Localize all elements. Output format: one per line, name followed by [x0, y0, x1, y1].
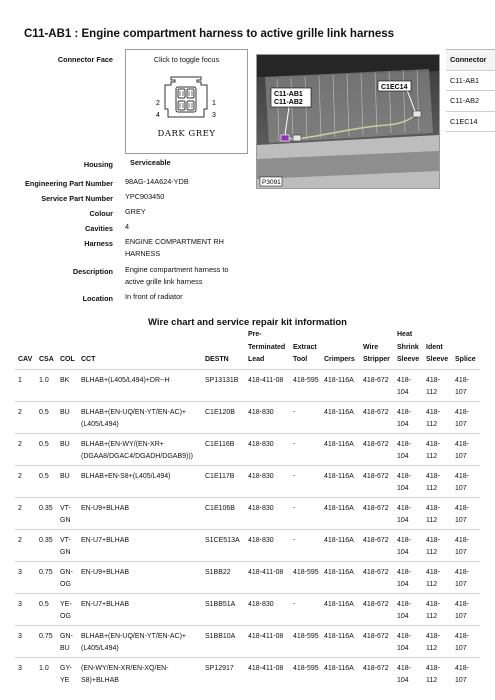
cell-cct: EN-U9+BLHAB: [78, 561, 202, 593]
cell-pre-terminated-lead: 418-830: [245, 593, 290, 625]
cell-heat-shrink-sleeve: 418-104: [394, 465, 423, 497]
cell-pre-terminated-lead: 418-411-08: [245, 625, 290, 657]
cell-splice: 418-107: [452, 593, 480, 625]
cell-crimpers: 418-116A: [321, 625, 360, 657]
cavities-value: 4: [125, 222, 130, 231]
cell-csa: 0.35: [36, 497, 57, 529]
cell-extract-tool: -: [290, 529, 321, 561]
cell-ident-sleeve: 418-112: [423, 529, 452, 561]
cell-col: BK: [57, 369, 78, 401]
cell-cct: BLHAB+(EN-UQ/EN-YT/EN-AC)+(L405/L494): [78, 401, 202, 433]
cell-col: BU: [57, 401, 78, 433]
cell-wire-stripper: 418-672: [360, 433, 394, 465]
cell-wire-stripper: 418-672: [360, 625, 394, 657]
cell-heat-shrink-sleeve: 418-104: [394, 369, 423, 401]
cell-ident-sleeve: 418-112: [423, 497, 452, 529]
pin-number-3: 3: [212, 112, 216, 119]
harness-value: ENGINE COMPARTMENT RH HARNESS: [125, 237, 224, 258]
wire-chart-body: [15, 369, 480, 689]
cell-destn: S1BB51A: [202, 593, 245, 625]
cell-pre-terminated-lead: 418-830: [245, 401, 290, 433]
connector-list-table: [446, 49, 495, 130]
cell-crimpers: 418-116A: [321, 465, 360, 497]
table-row: [15, 593, 480, 625]
cell-splice: 418-107: [452, 465, 480, 497]
cell-destn: SP13131B: [202, 369, 245, 401]
cell-extract-tool: 418-595: [290, 561, 321, 593]
cell-wire-stripper: 418-672: [360, 529, 394, 561]
cell-heat-shrink-sleeve: 418-104: [394, 657, 423, 689]
cell-destn: S1CE513A: [202, 529, 245, 561]
description-label: Description: [72, 267, 113, 276]
cell-ident-sleeve: 418-112: [423, 401, 452, 433]
service-part-number-label: Service Part Number: [41, 194, 113, 203]
cell-splice: 418-107: [452, 401, 480, 433]
cell-col: GN-OG: [57, 561, 78, 593]
location-label: Location: [82, 294, 113, 303]
engineering-part-number-value: 98AG-14A624-YDB: [125, 177, 189, 186]
col-header-extract-tool: Extract Tool: [290, 329, 321, 369]
col-header-wire-stripper: Wire Stripper: [360, 329, 394, 369]
toggle-focus-text[interactable]: Click to toggle focus: [153, 55, 220, 64]
cell-splice: 418-107: [452, 561, 480, 593]
cell-csa: 0.5: [36, 433, 57, 465]
cell-wire-stripper: 418-672: [360, 401, 394, 433]
cell-splice: 418-107: [452, 497, 480, 529]
cell-crimpers: 418-116A: [321, 369, 360, 401]
table-row: [15, 529, 480, 561]
col-header-csa: CSA: [36, 329, 57, 369]
cell-cct: EN-U7+BLHAB: [78, 529, 202, 561]
cell-crimpers: 418-116A: [321, 657, 360, 689]
cell-ident-sleeve: 418-112: [423, 433, 452, 465]
cell-extract-tool: 418-595: [290, 625, 321, 657]
cell-cav: 2: [15, 465, 36, 497]
col-header-pre-terminated-lead: Pre-Terminated Lead: [245, 329, 290, 369]
cell-cav: 2: [15, 529, 36, 561]
cell-cct: EN-U7+BLHAB: [78, 593, 202, 625]
cell-col: YE-OG: [57, 593, 78, 625]
cell-pre-terminated-lead: 418-411-08: [245, 561, 290, 593]
cell-extract-tool: 418-595: [290, 657, 321, 689]
cell-csa: 0.75: [36, 561, 57, 593]
table-row: [15, 625, 480, 657]
cell-pre-terminated-lead: 418-411-08: [245, 657, 290, 689]
cell-ident-sleeve: 418-112: [423, 625, 452, 657]
cell-ident-sleeve: 418-112: [423, 465, 452, 497]
page-title: C11-AB1 : Engine compartment harness to active grille link harness: [24, 28, 395, 40]
cell-heat-shrink-sleeve: 418-104: [394, 433, 423, 465]
cell-cav: 3: [15, 657, 36, 689]
cell-ident-sleeve: 418-112: [423, 657, 452, 689]
cell-extract-tool: -: [290, 433, 321, 465]
cell-heat-shrink-sleeve: 418-104: [394, 529, 423, 561]
cell-heat-shrink-sleeve: 418-104: [394, 625, 423, 657]
cell-csa: 0.75: [36, 625, 57, 657]
cell-crimpers: 418-116A: [321, 529, 360, 561]
cell-cav: 2: [15, 497, 36, 529]
col-header-col: COL: [57, 329, 78, 369]
cell-wire-stripper: 418-672: [360, 561, 394, 593]
cell-extract-tool: -: [290, 593, 321, 625]
cell-csa: 0.5: [36, 401, 57, 433]
housing-label: Housing: [83, 160, 113, 169]
col-header-destn: DESTN: [202, 329, 245, 369]
cell-pre-terminated-lead: 418-830: [245, 497, 290, 529]
cell-destn: C1E106B: [202, 497, 245, 529]
photo-label-c11-ab1: C11-AB1: [274, 91, 303, 98]
pin-number-2: 2: [156, 100, 160, 107]
cell-pre-terminated-lead: 418-830: [245, 529, 290, 561]
cell-cav: 3: [15, 561, 36, 593]
wire-chart-title: Wire chart and service repair kit information: [148, 317, 347, 328]
cell-col: VT-GN: [57, 497, 78, 529]
cell-crimpers: 418-116A: [321, 401, 360, 433]
connector-list-item[interactable]: C11-AB2: [446, 91, 495, 112]
connector-list-item[interactable]: C11-AB1: [446, 71, 495, 92]
col-header-heat-shrink-sleeve: Heat Shrink Sleeve: [394, 329, 423, 369]
connector-color-text: DARK GREY: [157, 129, 216, 139]
table-row: [15, 497, 480, 529]
cell-destn: C1E117B: [202, 465, 245, 497]
harness-label: Harness: [84, 239, 113, 248]
cell-wire-stripper: 418-672: [360, 593, 394, 625]
cell-col: GY-YE: [57, 657, 78, 689]
wire-chart-header-row: [15, 329, 480, 369]
cell-col: BU: [57, 433, 78, 465]
engine-bay-image: [257, 55, 439, 188]
service-part-number-value: YPC903450: [125, 192, 165, 201]
colour-label: Colour: [89, 209, 113, 218]
pin-number-4: 4: [156, 112, 160, 119]
description-value: Engine compartment harness to active grille link harness: [125, 265, 229, 286]
cell-heat-shrink-sleeve: 418-104: [394, 401, 423, 433]
cell-cct: (EN-WY/EN-XR/EN-XQ/EN-S8)+BLHAB: [78, 657, 202, 689]
cell-ident-sleeve: 418-112: [423, 593, 452, 625]
location-photo[interactable]: [256, 54, 440, 189]
cell-extract-tool: -: [290, 497, 321, 529]
table-row: [15, 561, 480, 593]
table-row: [15, 401, 480, 433]
colour-value: GREY: [125, 207, 146, 216]
col-header-crimpers: Crimpers: [321, 329, 360, 369]
cell-cct: BLHAB+(EN-UQ/EN-YT/EN-AC)+(L405/L494): [78, 625, 202, 657]
cell-pre-terminated-lead: 418-830: [245, 433, 290, 465]
connector-face-box[interactable]: [125, 49, 248, 154]
cell-cct: EN-U9+BLHAB: [78, 497, 202, 529]
cell-crimpers: 418-116A: [321, 593, 360, 625]
cell-cct: BLHAB+(L405/L494)+DR--H: [78, 369, 202, 401]
housing-value: Serviceable: [130, 158, 171, 167]
photo-ref-number: P3091: [262, 179, 281, 186]
wire-chart-table: [15, 329, 480, 689]
cell-destn: C1E116B: [202, 433, 245, 465]
cell-splice: 418-107: [452, 625, 480, 657]
cell-wire-stripper: 418-672: [360, 497, 394, 529]
cell-destn: S1BB22: [202, 561, 245, 593]
cavities-label: Cavities: [85, 224, 113, 233]
cell-destn: SP12917: [202, 657, 245, 689]
cell-csa: 1.0: [36, 369, 57, 401]
cell-crimpers: 418-116A: [321, 561, 360, 593]
cell-csa: 0.35: [36, 529, 57, 561]
cell-heat-shrink-sleeve: 418-104: [394, 497, 423, 529]
cell-splice: 418-107: [452, 433, 480, 465]
table-row: [15, 657, 480, 689]
cell-splice: 418-107: [452, 529, 480, 561]
cell-wire-stripper: 418-672: [360, 369, 394, 401]
cell-cct: BLHAB+(EN-WY/(EN-XR+(DGAA8/DGAC4/DGADH/DGAB9))): [78, 433, 202, 465]
photo-label-c11-ab2: C11-AB2: [274, 99, 303, 106]
engineering-part-number-label: Engineering Part Number: [25, 179, 113, 188]
cell-cav: 2: [15, 433, 36, 465]
cell-wire-stripper: 418-672: [360, 657, 394, 689]
connector-list-item[interactable]: C1EC14: [446, 112, 495, 133]
table-row: [15, 465, 480, 497]
cell-col: VT-GN: [57, 529, 78, 561]
cell-cav: 1: [15, 369, 36, 401]
pin-number-1: 1: [212, 100, 216, 107]
cell-pre-terminated-lead: 418-830: [245, 465, 290, 497]
cell-ident-sleeve: 418-112: [423, 369, 452, 401]
cell-cav: 3: [15, 593, 36, 625]
cell-extract-tool: 418-595: [290, 369, 321, 401]
cell-destn: S1BB10A: [202, 625, 245, 657]
col-header-cct: CCT: [78, 329, 202, 369]
cell-cct: BLHAB+EN-S8+(L405/L494): [78, 465, 202, 497]
table-row: [15, 369, 480, 401]
cell-destn: C1E120B: [202, 401, 245, 433]
cell-cav: 3: [15, 625, 36, 657]
col-header-splice: Splice: [452, 329, 480, 369]
table-row: [15, 433, 480, 465]
cell-pre-terminated-lead: 418-411-08: [245, 369, 290, 401]
connector-face-label: Connector Face: [57, 55, 113, 64]
cell-heat-shrink-sleeve: 418-104: [394, 593, 423, 625]
cell-ident-sleeve: 418-112: [423, 561, 452, 593]
cell-extract-tool: -: [290, 465, 321, 497]
col-header-ident-sleeve: Ident Sleeve: [423, 329, 452, 369]
col-header-cav: CAV: [15, 329, 36, 369]
cell-col: BU: [57, 465, 78, 497]
cell-extract-tool: -: [290, 401, 321, 433]
cell-csa: 0.5: [36, 593, 57, 625]
cell-csa: 0.5: [36, 465, 57, 497]
cell-wire-stripper: 418-672: [360, 465, 394, 497]
cell-col: GN-BU: [57, 625, 78, 657]
cell-crimpers: 418-116A: [321, 497, 360, 529]
cell-cav: 2: [15, 401, 36, 433]
connector-list-header: Connector: [446, 50, 495, 71]
cell-splice: 418-107: [452, 369, 480, 401]
cell-crimpers: 418-116A: [321, 433, 360, 465]
cell-splice: 418-107: [452, 657, 480, 689]
photo-label-c1ec14: C1EC14: [381, 84, 408, 91]
cell-csa: 1.0: [36, 657, 57, 689]
location-value: In front of radiator: [125, 292, 183, 301]
cell-heat-shrink-sleeve: 418-104: [394, 561, 423, 593]
